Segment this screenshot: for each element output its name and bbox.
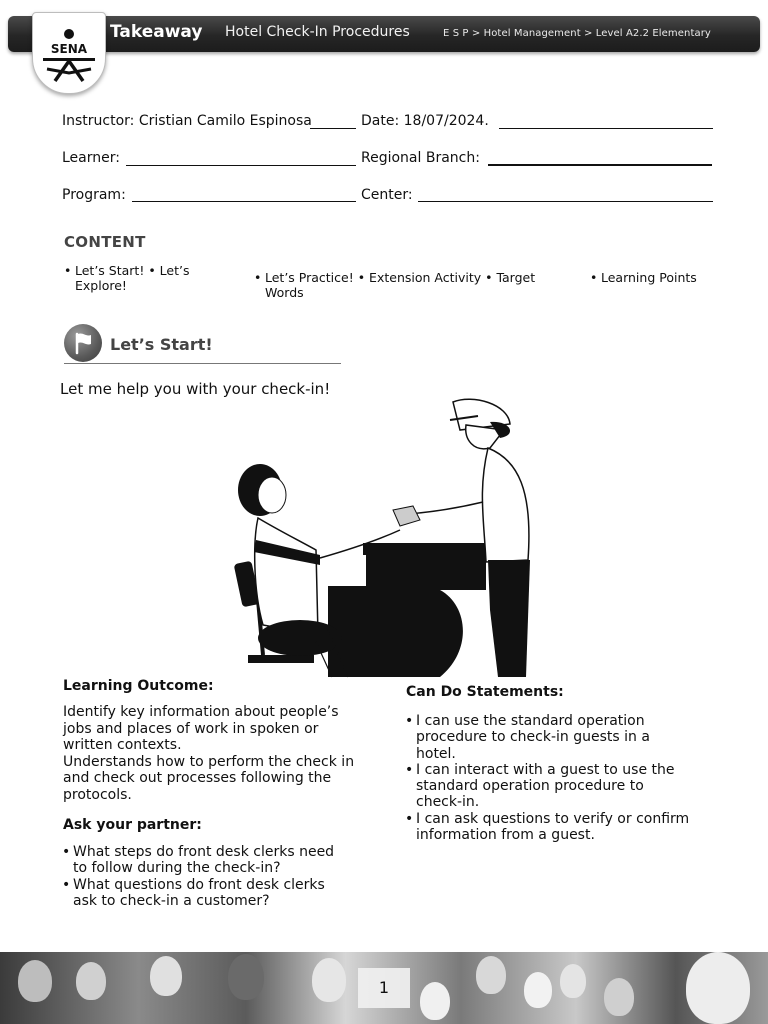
instructor-label: Instructor:	[62, 113, 135, 129]
center-field[interactable]	[418, 201, 713, 202]
can-do-title: Can Do Statements:	[406, 684, 564, 700]
header-title: Takeaway	[110, 22, 203, 42]
date-label: Date:	[361, 113, 400, 129]
list-item: • I can use the standard operation procedure to check-in guests in a hotel.	[405, 713, 690, 762]
ask-partner-title: Ask your partner:	[63, 817, 202, 833]
flag-icon	[64, 324, 102, 362]
can-do-list	[405, 713, 690, 843]
date-value: 18/07/2024.	[403, 113, 489, 129]
content-list	[64, 263, 224, 293]
regional-label: Regional Branch:	[361, 150, 480, 166]
content-item: • Let’s Start! • Let’s Explore!	[64, 263, 224, 293]
center-label: Center:	[361, 187, 413, 203]
regional-field[interactable]	[488, 164, 712, 166]
date-row	[361, 113, 489, 129]
sena-logo-icon	[33, 13, 105, 93]
list-item: • I can ask questions to verify or confirm information from a guest.	[405, 811, 690, 844]
logo-text: SENA	[50, 42, 88, 56]
section-title-lets-start: Let’s Start!	[110, 335, 213, 354]
program-field[interactable]	[132, 201, 356, 202]
content-title: CONTENT	[64, 233, 146, 251]
learning-outcome-title: Learning Outcome:	[63, 678, 214, 694]
intro-text: Let me help you with your check-in!	[60, 380, 331, 398]
sena-logo	[32, 12, 106, 94]
learning-outcome-text-2: Understands how to perform the check in and check out processes following the protocols.	[63, 753, 355, 803]
checkin-illustration	[228, 390, 538, 680]
learner-label: Learner:	[62, 150, 120, 166]
list-item: • What steps do front desk clerks need to follow during the check-in?	[62, 844, 352, 877]
page-number: 1	[378, 978, 390, 997]
ask-partner-list	[62, 844, 352, 909]
instructor-line	[310, 128, 356, 129]
content-list-3	[590, 270, 730, 285]
learning-outcome-text	[63, 704, 363, 803]
content-item: • Learning Points	[590, 270, 730, 285]
content-item: • Let’s Practice! • Extension Activity • Target Words	[254, 270, 554, 300]
section-divider	[64, 363, 341, 364]
learner-field[interactable]	[126, 165, 356, 166]
list-item: • I can interact with a guest to use the standard operation procedure to check-in.	[405, 762, 690, 811]
program-label: Program:	[62, 187, 126, 203]
breadcrumb: E S P > Hotel Management > Level A2.2 Elementary	[443, 28, 711, 39]
list-item: • What questions do front desk clerks ask to check-in a customer?	[62, 877, 352, 910]
content-list-2	[254, 270, 554, 300]
instructor-row	[62, 113, 312, 129]
date-line	[499, 128, 713, 129]
header-subject: Hotel Check-In Procedures	[225, 24, 410, 40]
instructor-value: Cristian Camilo Espinosa	[138, 113, 312, 129]
learning-outcome-text-1: Identify key information about people’s jobs and places of work in spoken or written contexts.	[63, 704, 339, 753]
